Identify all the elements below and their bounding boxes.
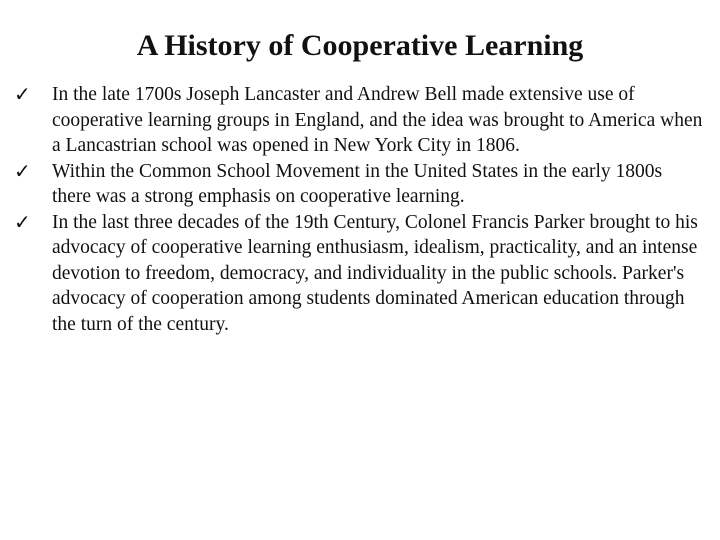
checkmark-icon: ✓	[14, 158, 31, 183]
checkmark-icon: ✓	[14, 82, 31, 106]
checkmark-icon: ✓	[14, 209, 31, 234]
bullet-item	[14, 159, 704, 210]
bullet-item	[14, 210, 704, 338]
bullet-text: In the late 1700s Joseph Lancaster and Andrew Bell made extensive use of cooperative learning groups in England, and the idea was brought to America when a Lancastrian school was opened in New York City in 1806.	[52, 84, 703, 156]
slide-title: A History of Cooperative Learning	[136, 29, 584, 62]
bullet-text: Within the Common School Movement in the United States in the early 1800s there was a strong emphasis on cooperative learning.	[52, 160, 663, 207]
bullet-list	[14, 82, 704, 337]
bullet-text: In the last three decades of the 19th Century, Colonel Francis Parker brought to his advocacy of cooperative learning enthusiasm, idealism, practicality, and an intense devotion to freedom, democracy, and individuality in the public schools. Parker's advocacy of cooperation among students dominated American education through the turn of the century.	[52, 211, 698, 335]
bullet-item	[14, 82, 704, 159]
